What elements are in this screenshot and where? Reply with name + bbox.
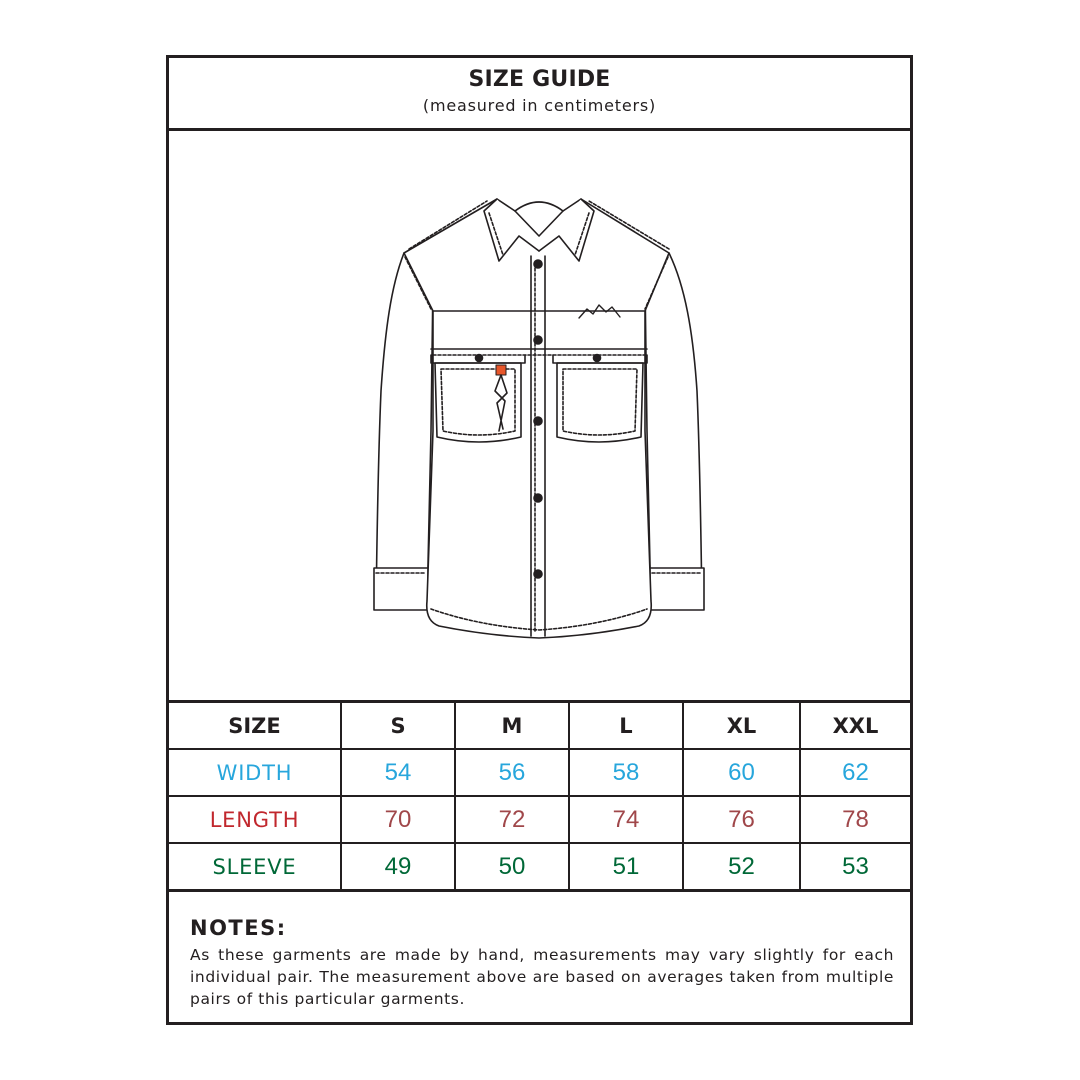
table-row-width — [169, 749, 910, 796]
page-title: SIZE GUIDE — [468, 67, 611, 92]
notes-section — [190, 916, 894, 1010]
row-label-width: WIDTH — [169, 749, 341, 796]
length-value-xl: 76 — [683, 796, 800, 843]
row-label-sleeve: SLEEVE — [169, 843, 341, 891]
size-table — [169, 703, 910, 892]
table-row-sleeve — [169, 843, 910, 891]
size-header-l: L — [569, 703, 683, 749]
width-value-l: 58 — [569, 749, 683, 796]
size-guide-header — [169, 58, 910, 131]
width-value-m: 56 — [455, 749, 569, 796]
sleeve-value-xl: 52 — [683, 843, 800, 891]
length-value-s: 70 — [341, 796, 455, 843]
shirt-illustration — [169, 131, 910, 703]
table-row-length — [169, 796, 910, 843]
sleeve-value-xxl: 53 — [800, 843, 910, 891]
length-value-xxl: 78 — [800, 796, 910, 843]
size-table-header-row — [169, 703, 910, 749]
sleeve-value-s: 49 — [341, 843, 455, 891]
row-label-length: LENGTH — [169, 796, 341, 843]
size-header-xxl: XXL — [800, 703, 910, 749]
sleeve-value-m: 50 — [455, 843, 569, 891]
sleeve-value-l: 51 — [569, 843, 683, 891]
length-value-m: 72 — [455, 796, 569, 843]
size-column-header: SIZE — [169, 703, 341, 749]
page-subtitle: (measured in centimeters) — [422, 96, 657, 115]
notes-title: NOTES: — [190, 916, 287, 940]
length-value-l: 74 — [569, 796, 683, 843]
size-header-s: S — [341, 703, 455, 749]
size-header-xl: XL — [683, 703, 800, 749]
size-header-m: M — [455, 703, 569, 749]
width-value-s: 54 — [341, 749, 455, 796]
width-value-xxl: 62 — [800, 749, 910, 796]
notes-body: As these garments are made by hand, measurements may vary slightly for each individual pair. The measurement above are based on averages taken from multiple pairs of this particular garments. — [190, 946, 894, 1008]
size-guide-card — [166, 55, 913, 1025]
width-value-xl: 60 — [683, 749, 800, 796]
shirt-drawing-icon — [169, 131, 910, 700]
